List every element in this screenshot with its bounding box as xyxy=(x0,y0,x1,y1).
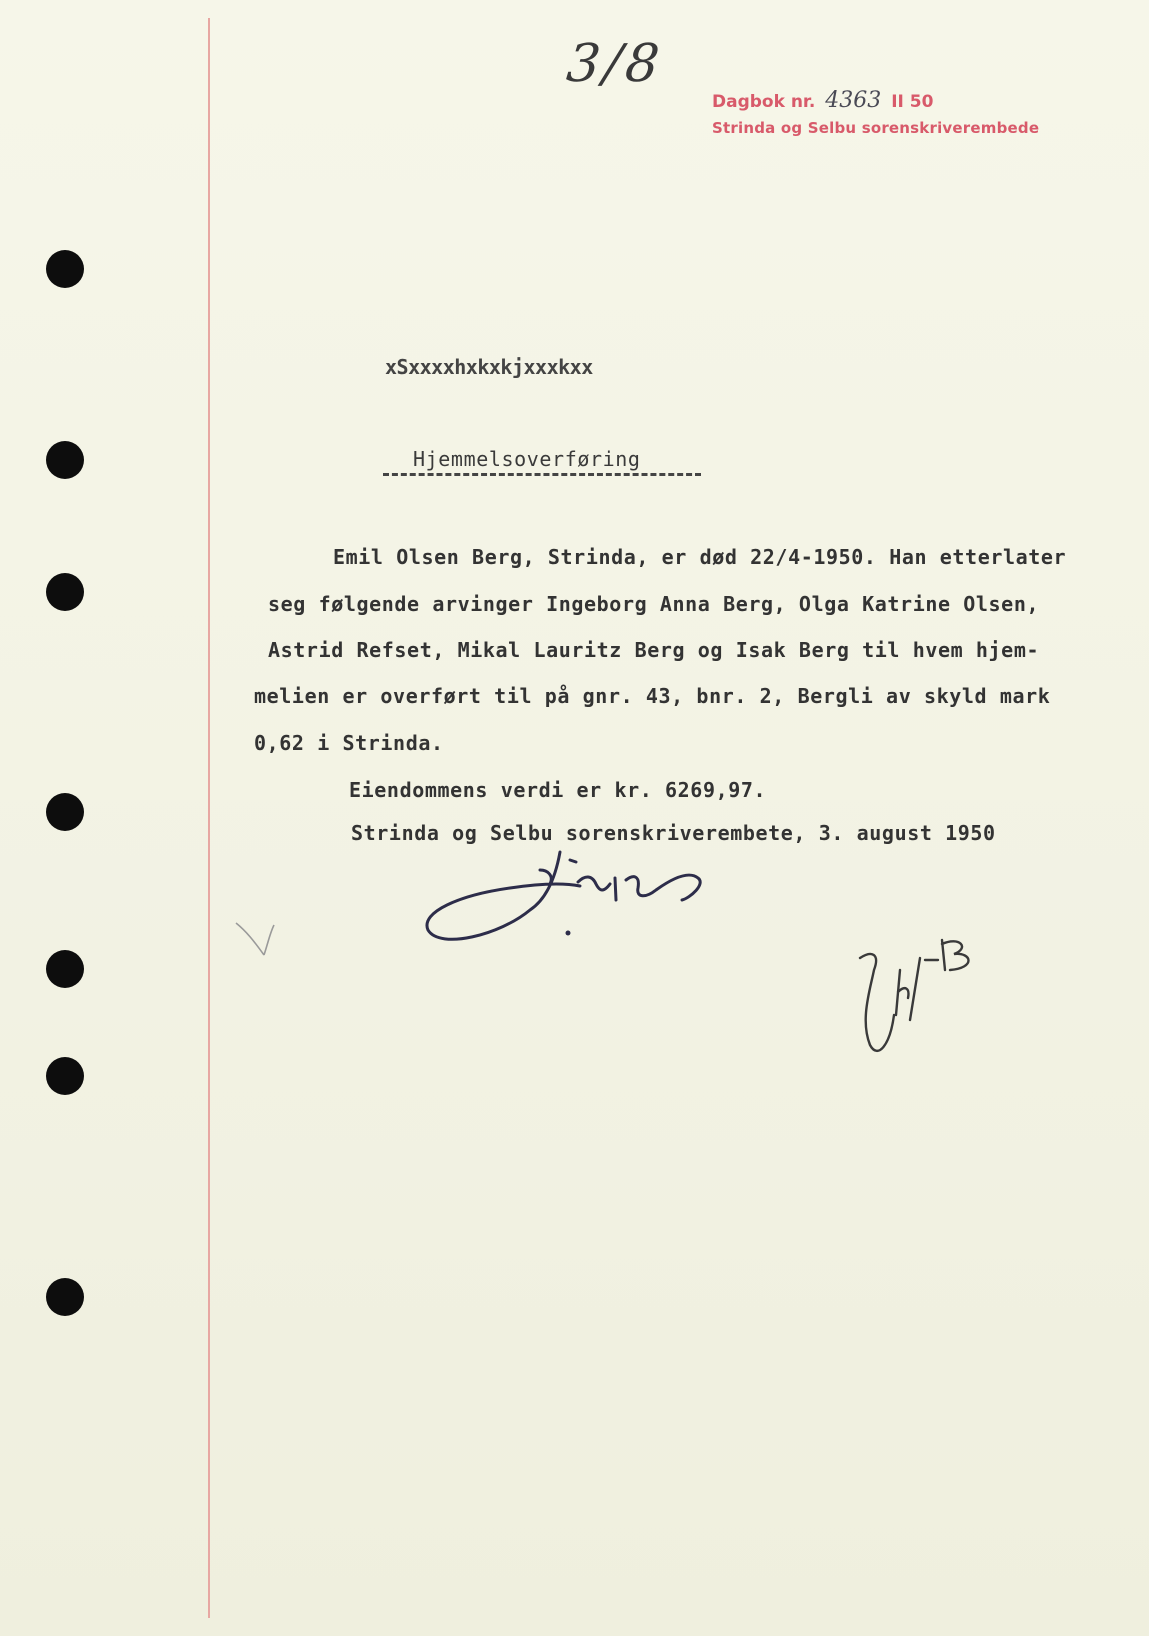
margin-rule xyxy=(208,18,210,1618)
stamp-suffix: II 50 xyxy=(891,92,934,112)
body-line-4: melien er overført til på gnr. 43, bnr. 2, Bergli av skyld mark xyxy=(254,684,1051,708)
body-line-2: seg følgende arvinger Ingeborg Anna Berg, Olga Katrine Olsen, xyxy=(268,592,1040,616)
stamp-line-1 xyxy=(712,88,1039,113)
punch-hole xyxy=(46,1278,84,1316)
judge-signature xyxy=(420,840,760,970)
document-title: Hjemmelsoverføring xyxy=(413,447,641,471)
place-date-line: Strinda og Selbu sorenskriverembete, 3. august 1950 xyxy=(351,821,996,845)
struck-out-heading: xSxxxxhxkxkjxxxkxx xyxy=(385,355,593,379)
folio-number: 3/8 xyxy=(563,34,666,94)
registry-stamp xyxy=(712,88,1039,137)
punch-hole xyxy=(46,1057,84,1095)
body-line-1: Emil Olsen Berg, Strinda, er død 22/4-1950. Han etterlater xyxy=(333,545,1067,569)
body-line-3: Astrid Refset, Mikal Lauritz Berg og Isak Berg til hvem hjem- xyxy=(268,638,1040,662)
journal-number: 4363 xyxy=(825,88,882,113)
body-line-5: 0,62 i Strinda. xyxy=(254,731,444,755)
pencil-tick-mark xyxy=(232,905,292,965)
punch-hole xyxy=(46,250,84,288)
initials-signature xyxy=(850,930,1010,1080)
punch-hole xyxy=(46,950,84,988)
stamp-office: Strinda og Selbu sorenskriverembede xyxy=(712,119,1040,137)
stamp-prefix: Dagbok nr. xyxy=(712,92,816,112)
punch-hole xyxy=(46,793,84,831)
punch-hole xyxy=(46,573,84,611)
valuation-line: Eiendommens verdi er kr. 6269,97. xyxy=(349,778,767,802)
punch-hole xyxy=(46,441,84,479)
title-underline xyxy=(383,473,701,476)
